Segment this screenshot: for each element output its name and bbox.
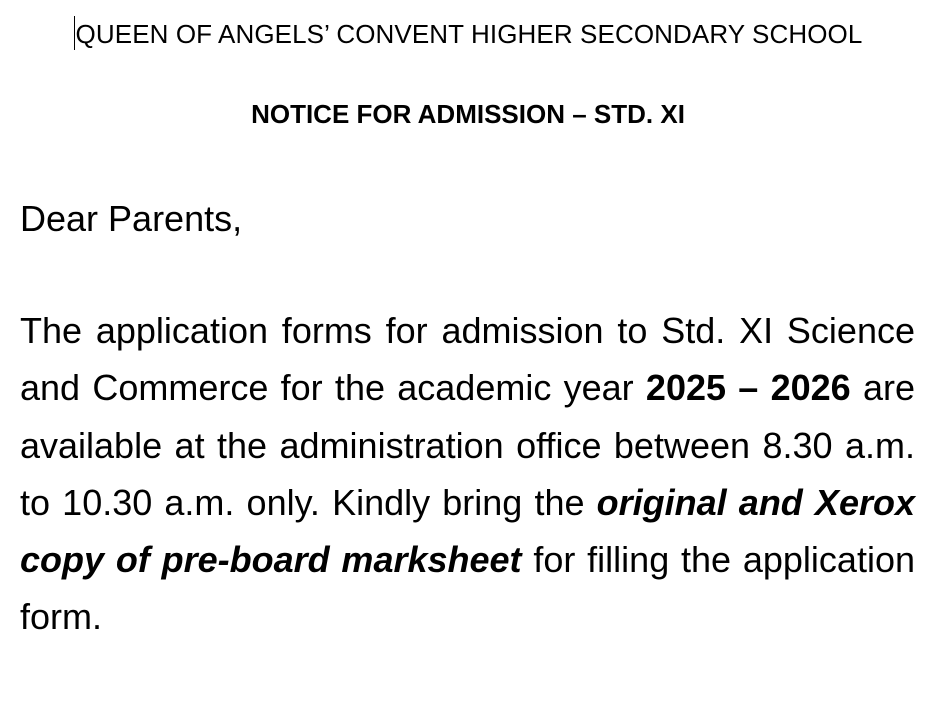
required-documents: original and Xerox copy of pre-board marksheet xyxy=(20,481,915,581)
academic-year: 2025 – 2026 xyxy=(645,367,851,409)
text-cursor xyxy=(74,16,75,50)
school-name xyxy=(0,16,936,52)
salutation: Dear Parents, xyxy=(20,198,243,239)
body-text-part-3: for filling the application form. xyxy=(20,539,915,638)
school-name-text: QUEEN OF ANGELS’ CONVENT HIGHER SECONDARY SCHOOL xyxy=(75,19,863,49)
notice-title: NOTICE FOR ADMISSION – STD. XI xyxy=(251,99,685,129)
body-text-part-2: are available at the administration office between 8.30 a.m. to 10.30 a.m. only. Kindly bring the xyxy=(20,367,915,523)
body-text-part-1: The application forms for admission to Std. XI Science and Commerce for the academic year xyxy=(20,310,915,409)
notice-body xyxy=(20,302,915,646)
